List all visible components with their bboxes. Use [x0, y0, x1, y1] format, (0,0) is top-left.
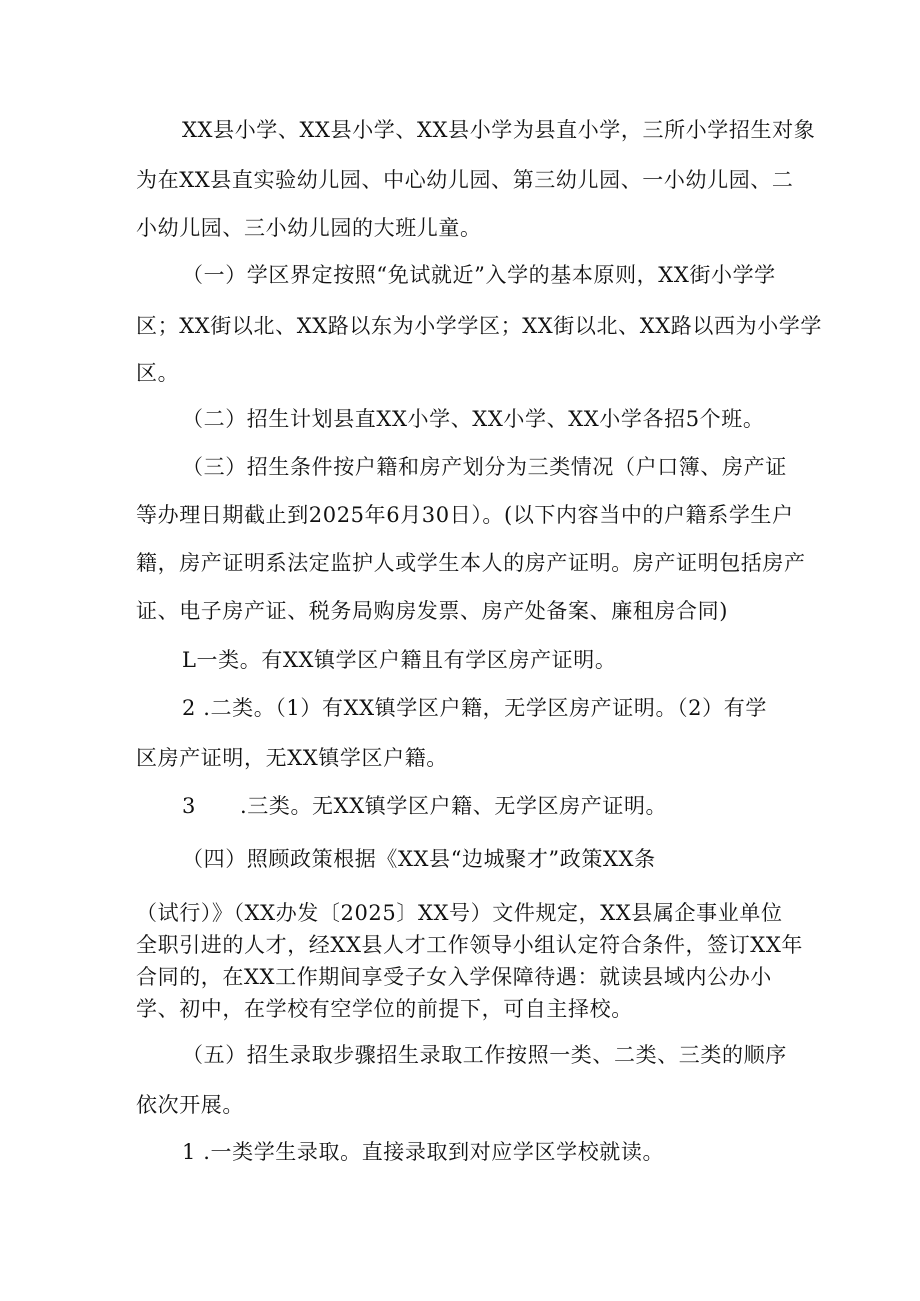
paragraph-3: （二）招生计划县直XX小学、XX小学、XX小学各招5个班。	[182, 407, 765, 431]
paragraph-4-line-1: （三）招生条件按户籍和房产划分为三类情况（户口簿、房产证	[182, 455, 787, 479]
paragraph-10-line-1: （五）招生录取步骤招生录取工作按照一类、二类、三类的顺序	[182, 1043, 787, 1067]
paragraph-7-number: 3	[182, 794, 196, 818]
paragraph-2-line-3: 区。	[136, 361, 180, 385]
paragraph-9-line-4: 学、初中，在学校有空学位的前提下，可自主择校。	[136, 997, 633, 1021]
paragraph-1-line-1: XX县小学、XX县小学、XX县小学为县直小学，三所小学招生对象	[182, 118, 816, 142]
paragraph-9-line-3: 合同的，在XX工作期间享受子女入学保障待遇：就读县域内公办小	[136, 965, 772, 989]
paragraph-7-text: .三类。无XX镇学区户籍、无学区房产证明。	[239, 794, 668, 818]
paragraph-2-line-2: 区；XX街以北、XX路以东为小学学区；XX街以北、XX路以西为小学学	[136, 314, 822, 338]
paragraph-8: （四）照顾政策根据《XX县“边城聚才”政策XX条	[182, 847, 656, 871]
paragraph-5: L一类。有XX镇学区户籍且有学区房产证明。	[182, 648, 617, 672]
paragraph-7	[182, 791, 667, 821]
paragraph-6-line-1: 2 .二类。（1）有XX镇学区户籍，无学区房产证明。（2）有学	[182, 696, 767, 720]
paragraph-1-line-2: 为在XX县直实验幼儿园、中心幼儿园、第三幼儿园、一小幼儿园、二	[136, 168, 794, 192]
paragraph-4-line-2: 等办理日期截止到2025年6月30日）。(以下内容当中的户籍系学生户	[136, 503, 794, 527]
paragraph-4-line-3: 籍，房产证明系法定监护人或学生本人的房产证明。房产证明包括房产	[136, 551, 806, 575]
paragraph-11: 1 .一类学生录取。直接录取到对应学区学校就读。	[182, 1140, 665, 1164]
paragraph-6-line-2: 区房产证明，无XX镇学区户籍。	[136, 746, 448, 770]
paragraph-2-line-1: （一）学区界定按照“免试就近”入学的基本原则，XX街小学学	[182, 263, 776, 287]
paragraph-4-line-4: 证、电子房产证、税务局购房发票、房产处备案、廉租房合同)	[136, 599, 728, 623]
paragraph-9-line-1: （试行）》（XX办发〔2025〕XX号）文件规定，XX县属企事业单位	[136, 901, 783, 925]
paragraph-1-line-3: 小幼儿园、三小幼儿园的大班儿童。	[136, 216, 482, 240]
paragraph-10-line-2: 依次开展。	[136, 1093, 244, 1117]
paragraph-9-line-2: 全职引进的人才，经XX县人才工作领导小组认定符合条件，签订XX年	[136, 933, 803, 957]
